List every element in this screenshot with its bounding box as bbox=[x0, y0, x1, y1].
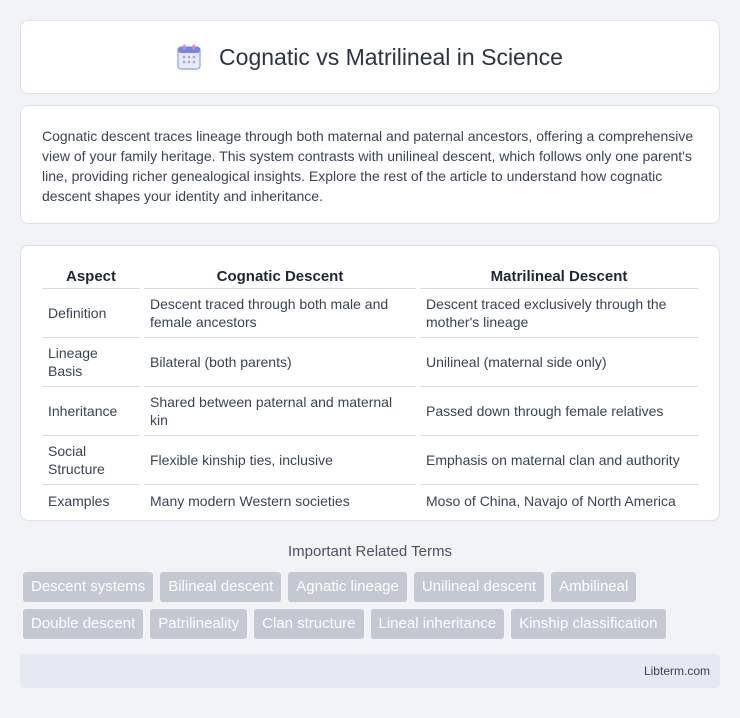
table-row bbox=[42, 485, 698, 516]
comparison-table-card bbox=[20, 245, 720, 521]
related-term-tag[interactable]: Descent systems bbox=[23, 572, 153, 602]
table-cell-matrilineal: Descent traced exclusively through the mother's lineage bbox=[420, 289, 698, 338]
table-cell-aspect: Social Structure bbox=[42, 436, 140, 485]
table-cell-aspect: Definition bbox=[42, 289, 140, 338]
table-cell-aspect: Lineage Basis bbox=[42, 338, 140, 387]
table-cell-aspect: Examples bbox=[48, 492, 110, 509]
table-cell-cognatic: Descent traced through both male and female ancestors bbox=[144, 289, 416, 338]
related-term-tag[interactable]: Bilineal descent bbox=[160, 572, 281, 602]
related-terms-tags bbox=[20, 572, 720, 639]
table-row bbox=[42, 289, 698, 338]
table-cell-matrilineal: Passed down through female relatives bbox=[420, 387, 698, 436]
related-term-tag[interactable]: Ambilineal bbox=[551, 572, 636, 602]
related-term-tag[interactable]: Unilineal descent bbox=[414, 572, 544, 602]
calendar-icon bbox=[177, 44, 201, 70]
comparison-table bbox=[38, 265, 702, 516]
table-header-row bbox=[42, 265, 698, 289]
table-cell-matrilineal: Emphasis on maternal clan and authority bbox=[420, 436, 698, 485]
table-cell-cognatic: Bilateral (both parents) bbox=[144, 338, 416, 387]
footer-site-link[interactable]: Libterm.com bbox=[643, 664, 710, 678]
page-title: Cognatic vs Matrilineal in Science bbox=[219, 43, 563, 70]
table-cell-cognatic: Flexible kinship ties, inclusive bbox=[144, 436, 416, 485]
column-header-matrilineal: Matrilineal Descent bbox=[420, 265, 698, 289]
table-cell-aspect: Inheritance bbox=[42, 387, 140, 436]
intro-card bbox=[20, 105, 720, 224]
related-term-tag[interactable]: Patrilineality bbox=[150, 609, 247, 639]
table-cell-cognatic: Shared between paternal and maternal kin bbox=[144, 387, 416, 436]
related-term-tag[interactable]: Agnatic lineage bbox=[288, 572, 407, 602]
related-terms-section bbox=[20, 543, 720, 639]
related-term-tag[interactable]: Double descent bbox=[23, 609, 143, 639]
intro-paragraph: Cognatic descent traces lineage through both maternal and paternal ancestors, offering a comprehensive view of your family heritage. This system contrasts with unilineal descent, which follows only one parent's line, providing richer genealogical insights. Explore the rest of the article to understand how cognatic descent shapes your identity and inheritance. bbox=[42, 128, 694, 204]
related-term-tag[interactable]: Lineal inheritance bbox=[371, 609, 505, 639]
table-cell-matrilineal: Moso of China, Navajo of North America bbox=[426, 492, 676, 509]
column-header-aspect: Aspect bbox=[42, 265, 140, 289]
table-row bbox=[42, 338, 698, 387]
table-row bbox=[42, 387, 698, 436]
table-cell-matrilineal: Unilineal (maternal side only) bbox=[420, 338, 698, 387]
related-term-tag[interactable]: Clan structure bbox=[254, 609, 363, 639]
table-cell-cognatic: Many modern Western societies bbox=[150, 492, 350, 509]
column-header-cognatic: Cognatic Descent bbox=[144, 265, 416, 289]
table-row bbox=[42, 436, 698, 485]
title-card bbox=[20, 20, 720, 94]
related-term-tag[interactable]: Kinship classification bbox=[511, 609, 665, 639]
related-terms-title: Important Related Terms bbox=[288, 543, 452, 560]
footer bbox=[20, 654, 720, 688]
